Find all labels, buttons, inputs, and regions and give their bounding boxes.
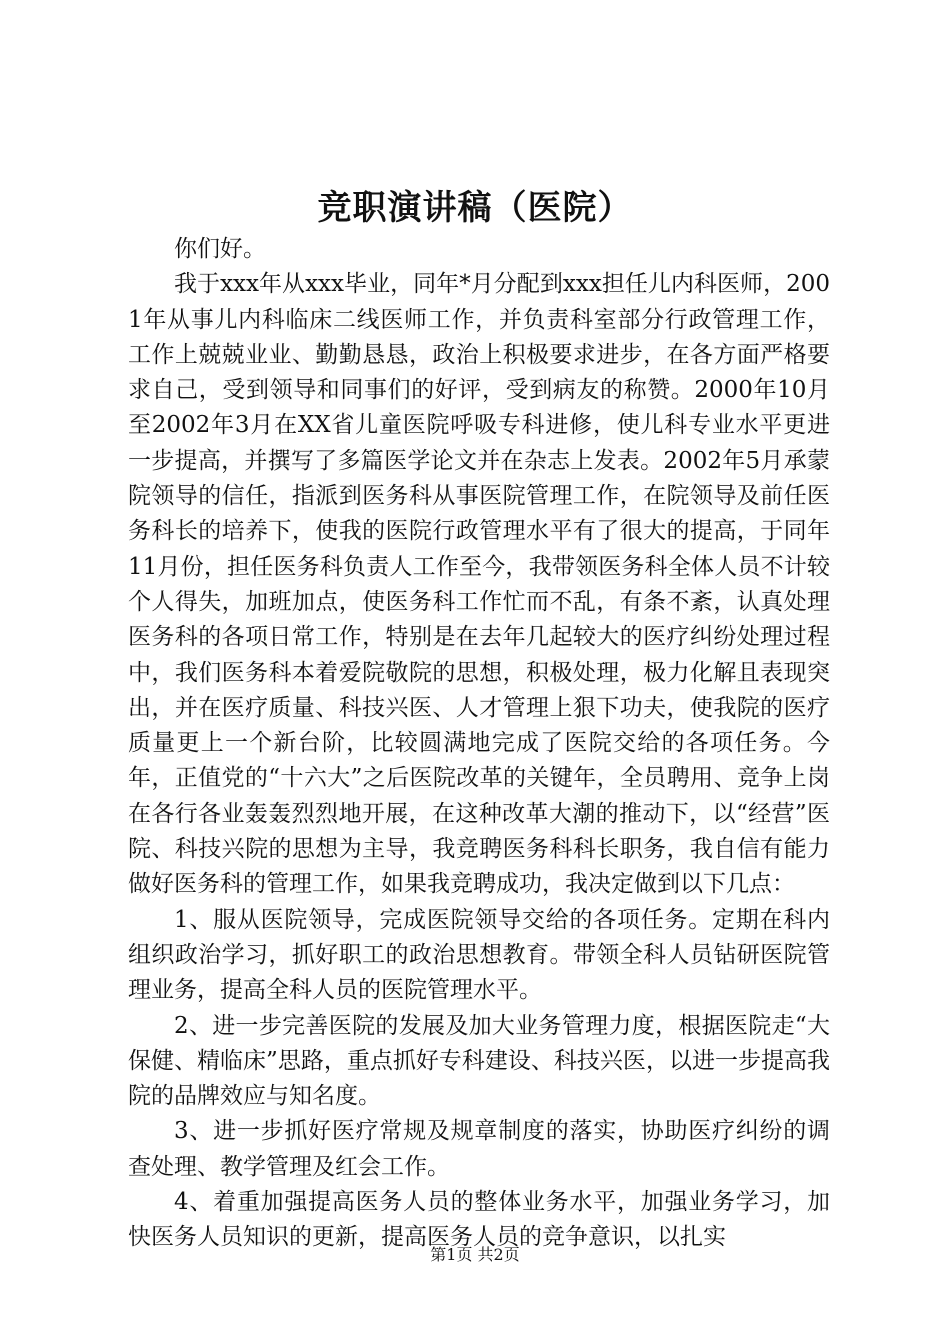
paragraph-greeting: 你们好。 bbox=[174, 236, 266, 262]
page-number-footer: 第1页 共2页 bbox=[430, 1245, 520, 1264]
paragraph-point-4: 4、着重加强提高医务人员的整体业务水平，加强业务学习，加快医务人员知识的更新，提高医务人员的竞争意识，以扎实 bbox=[128, 1189, 830, 1251]
document-title: 竞职演讲稿（医院） bbox=[317, 188, 633, 228]
paragraph-point-1: 1、服从医院领导，完成医院领导交给的各项任务。定期在科内组织政治学习，抓好职工的政治思想教育。带领全科人员钻研医院管理业务，提高全科人员的医院管理水平。 bbox=[128, 906, 830, 1004]
paragraph-background: 我于xxx年从xxx毕业，同年*月分配到xxx担任儿内科医师，2001年从事儿内科临床二线医师工作，并负责科室部分行政管理工作，工作上兢兢业业、勤勤恳恳，政治上积极要求进步，在各方面严格要求自己，受到领导和同事们的好评，受到病友的称赞。2000年10月至2002年3月在XX省儿童医院呼吸专科进修，使儿科专业水平更进一步提高，并撰写了多篇医学论文并在杂志上发表。2002年5月承蒙院领导的信任，指派到医务科从事医院管理工作，在院领导及前任医务科长的培养下，使我的医院行政管理水平有了很大的提高，于同年11月份，担任医务科负责人工作至今，我带领医务科全体人员不计较个人得失，加班加点，使医务科工作忙而不乱，有条不紊，认真处理医务科的各项日常工作，特别是在去年几起较大的医疗纠纷处理过程中，我们医务科本着爱院敬院的思想，积极处理，极力化解且表现突出，并在医疗质量、科技兴医、人才管理上狠下功夫，使我院的医疗质量更上一个新台阶，比较圆满地完成了医院交给的各项任务。今年，正值党的“十六大”之后医院改革的关键年，全员聘用、竞争上岗在各行各业轰轰烈烈地开展，在这种改革大潮的推动下，以“经营”医院、科技兴院的思想为主导，我竞聘医务科科长职务，我自信有能力做好医务科的管理工作，如果我竞聘成功，我决定做到以下几点： bbox=[128, 271, 830, 898]
paragraph-point-3: 3、进一步抓好医疗常规及规章制度的落实，协助医疗纠纷的调查处理、教学管理及红会工作。 bbox=[128, 1118, 830, 1180]
paragraph-point-2: 2、进一步完善医院的发展及加大业务管理力度，根据医院走“大保健、精临床”思路，重点抓好专科建设、科技兴医，以进一步提高我院的品牌效应与知名度。 bbox=[128, 1012, 830, 1110]
document-body bbox=[128, 232, 830, 1256]
